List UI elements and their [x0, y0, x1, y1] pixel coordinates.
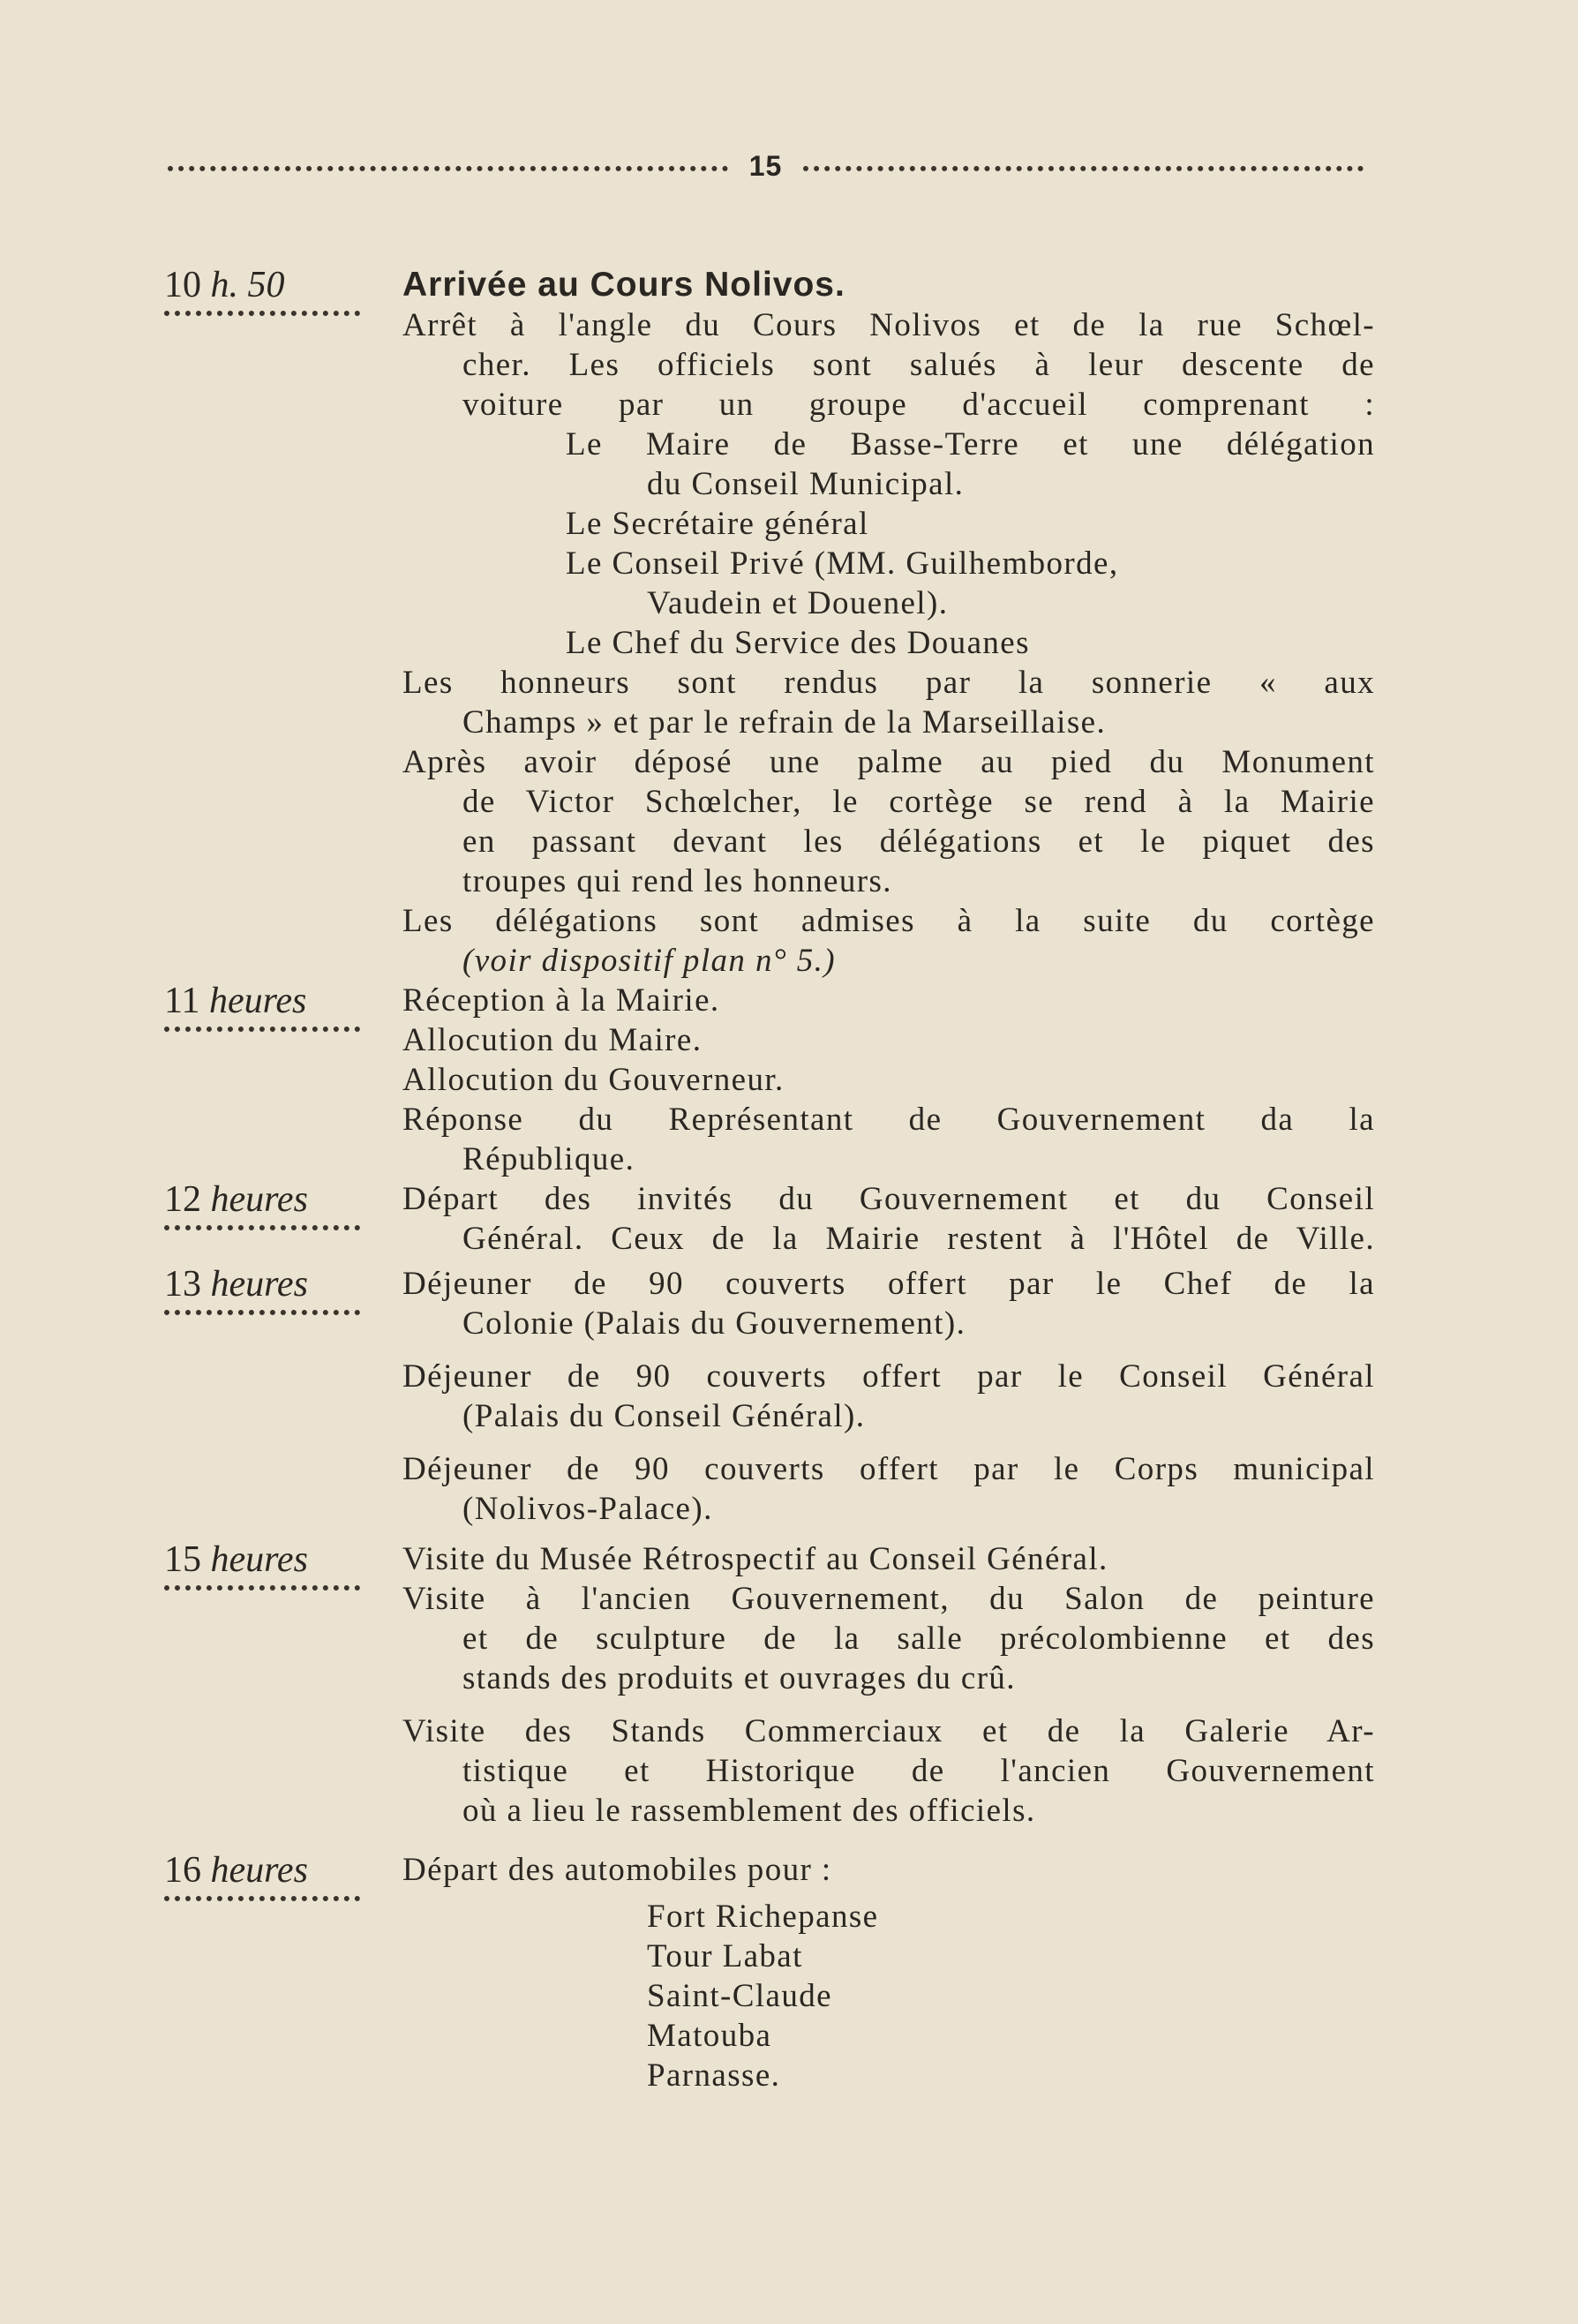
dotted-underline: [164, 1896, 360, 1901]
text-line: voiture par un groupe d'accueil comprenant :: [462, 387, 1375, 423]
time-unit: heures: [210, 1539, 308, 1580]
text-line: tistique et Historique de l'ancien Gouvernement: [462, 1753, 1375, 1789]
text-line: stands des produits et ouvrages du crû.: [462, 1660, 1016, 1696]
folio-dotted-rule-left: [168, 166, 728, 171]
dotted-underline: [164, 1585, 360, 1591]
text-line: Colonie (Palais du Gouvernement).: [462, 1305, 966, 1342]
time-label: [164, 1539, 360, 1591]
text-line: en passant devant les délégations et le piquet des: [462, 824, 1375, 860]
destination-item: Saint-Claude: [647, 1978, 832, 2014]
text-line: Général. Ceux de la Mairie restent à l'Hôtel de Ville.: [462, 1221, 1375, 1257]
text-line: où a lieu le rassemblement des officiels.: [462, 1793, 1036, 1829]
dotted-underline: [164, 311, 360, 316]
text-line: Allocution du Maire.: [402, 1022, 703, 1058]
schedule: [164, 265, 1375, 2095]
text-line: Le Secrétaire général: [566, 506, 869, 542]
text-line: Arrêt à l'angle du Cours Nolivos et de la rue Schœl-: [402, 307, 1375, 343]
dotted-underline: [164, 1225, 360, 1230]
destination-item: Fort Richepanse: [647, 1899, 879, 1935]
text-line: République.: [462, 1141, 635, 1177]
text-line: Allocution du Gouverneur.: [402, 1062, 785, 1098]
page-folio: [168, 148, 1364, 184]
time-unit: heures: [210, 1850, 308, 1891]
time-number: 11: [164, 981, 200, 1021]
text-line: Après avoir déposé une palme au pied du Monument: [402, 744, 1375, 780]
destination-item: Matouba: [647, 2018, 772, 2054]
time-number: 16: [164, 1850, 201, 1891]
text-line: Le Conseil Privé (MM. Guilhemborde,: [566, 545, 1119, 582]
text-line: troupes qui rend les honneurs.: [462, 863, 892, 899]
time-unit: heures: [210, 1264, 308, 1305]
time-label: [164, 1179, 360, 1230]
time-unit: h. 50: [210, 265, 285, 305]
text-line: Le Maire de Basse-Terre et une délégation: [566, 426, 1375, 463]
page-number: 15: [748, 149, 783, 182]
text-line: cher. Les officiels sont salués à leur descente de: [462, 347, 1375, 383]
time-number: 13: [164, 1264, 201, 1305]
text-line: Visite à l'ancien Gouvernement, du Salon de peinture: [402, 1581, 1375, 1617]
time-number: 15: [164, 1539, 201, 1580]
time-label: [164, 981, 360, 1032]
text-line: Déjeuner de 90 couverts offert par le Corps municipal: [402, 1451, 1375, 1487]
paragraph-gap: [164, 1436, 1375, 1449]
time-unit: heures: [210, 1179, 308, 1220]
destination-item: Tour Labat: [647, 1938, 803, 1974]
text-line: du Conseil Municipal.: [647, 466, 965, 502]
text-line: Départ des invités du Gouvernement et du Conseil: [402, 1181, 1375, 1217]
text-line: Départ des automobiles pour :: [402, 1852, 832, 1888]
time-number: 12: [164, 1179, 201, 1220]
time-number: 10: [164, 265, 201, 305]
text-line: Les délégations sont admises à la suite du cortège: [402, 903, 1375, 939]
text-line: (Nolivos-Palace).: [462, 1491, 713, 1527]
schedule-entry-11h: [164, 981, 1375, 1179]
schedule-entry-15h: [164, 1539, 1375, 1831]
schedule-entry-16h: [164, 1850, 1375, 2095]
text-line: Déjeuner de 90 couverts offert par le Conseil Général: [402, 1358, 1375, 1395]
text-line: Visite du Musée Rétrospectif au Conseil Général.: [402, 1541, 1108, 1577]
destination-item: Parnasse.: [647, 2057, 781, 2094]
text-line: Réception à la Mairie.: [402, 982, 720, 1019]
time-label: [164, 265, 360, 316]
text-line: Réponse du Représentant de Gouvernement da la: [402, 1102, 1375, 1138]
time-unit: heures: [208, 981, 307, 1021]
paragraph-gap: [164, 1698, 1375, 1711]
schedule-entry-1050: [164, 265, 1375, 981]
dotted-underline: [164, 1027, 360, 1032]
paragraph-gap: [164, 1343, 1375, 1357]
text-line: Visite des Stands Commerciaux et de la Galerie Ar-: [402, 1713, 1375, 1749]
dotted-underline: [164, 1310, 360, 1315]
text-line: et de sculpture de la salle précolombienne et des: [462, 1621, 1375, 1657]
time-label: [164, 1264, 360, 1315]
text-line: Déjeuner de 90 couverts offert par le Chef de la: [402, 1266, 1375, 1302]
schedule-entry-12h: [164, 1179, 1375, 1259]
schedule-entry-13h: [164, 1264, 1375, 1529]
text-line: Les honneurs sont rendus par la sonnerie « aux: [402, 665, 1375, 701]
text-line: Vaudein et Douenel).: [647, 585, 949, 621]
text-line: de Victor Schœlcher, le cortège se rend à la Mairie: [462, 784, 1375, 820]
text-line: Champs » et par le refrain de la Marseillaise.: [462, 704, 1107, 741]
text-line: (Palais du Conseil Général).: [462, 1398, 866, 1434]
folio-dotted-rule-right: [803, 166, 1364, 171]
text-line: (voir dispositif plan n° 5.): [462, 943, 836, 979]
text-line: Le Chef du Service des Douanes: [566, 625, 1030, 661]
time-label: [164, 1850, 360, 1901]
entry-heading: Arrivée au Cours Nolivos.: [402, 266, 845, 304]
